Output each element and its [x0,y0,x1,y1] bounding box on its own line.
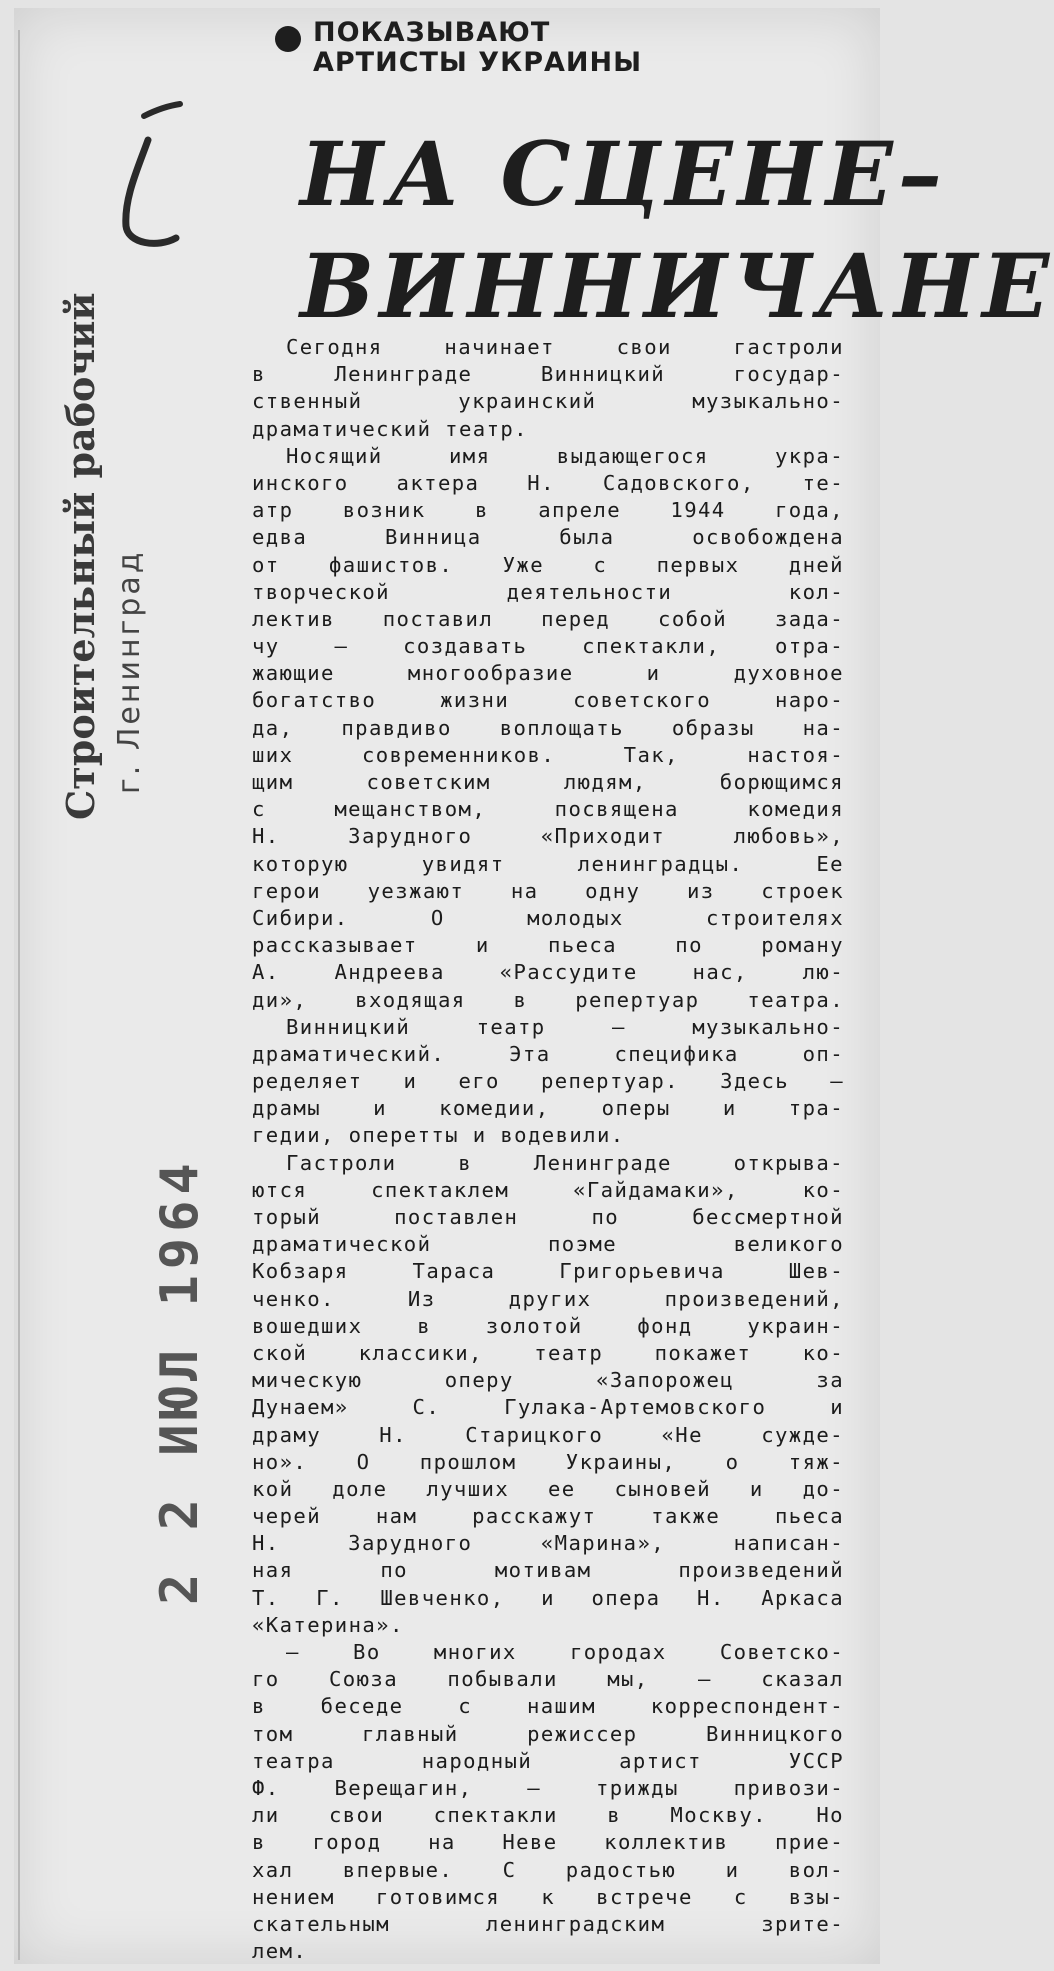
article-line: в город на Неве коллектив прие- [252,1830,844,1855]
article-line: «Катерина». [252,1612,404,1637]
article-line: А. Андреева «Рассудите нас, лю- [252,960,844,985]
article-line: драму Н. Старицкого «Не сужде- [252,1422,844,1447]
article-line: том главный режиссер Винницкого [252,1721,844,1746]
article-line: драмы и комедии, оперы и тра- [252,1096,844,1121]
article-line: в Ленинграде Винницкий государ- [252,362,844,387]
bullet-icon [275,26,301,52]
newspaper-name: Строительный рабочий [58,292,103,820]
article-line: чу — создавать спектакли, отра- [252,634,844,659]
article-line: ших современников. Так, настоя- [252,742,844,767]
article-line: с мещанством, посвящена комедия [252,797,844,822]
article-line: инского актера Н. Садовского, те- [252,470,844,495]
article-line: драматической поэме великого [252,1232,844,1257]
article-line: торый поставлен по бессмертной [252,1205,844,1229]
article-line: кой доле лучших ее сыновей и до- [252,1476,844,1501]
article-line: — Во многих городах Советско- [286,1640,844,1664]
article-line: Сегодня начинает свои гастроли [286,335,844,359]
article-line: Носящий имя выдающегося укра- [286,443,844,468]
article-line: Сибири. О молодых строителях [252,905,844,930]
article-line: мическую оперу «Запорожец за [252,1368,844,1393]
article-line: лем. [252,1939,308,1964]
article-line: ли свои спектакли в Москву. Но [252,1803,844,1828]
article-line: Кобзаря Тараса Григорьевича Шев- [252,1259,844,1284]
article-line: богатство жизни советского наро- [252,688,844,713]
article-line: го Союза побывали мы, — сказал [252,1667,844,1692]
article-line: герои уезжают на одну из строек [252,878,844,903]
article-line: ются спектаклем «Гайдамаки», ко- [252,1177,844,1202]
article-line: Дунаем» С. Гулака-Артемовского и [252,1395,844,1420]
handwritten-number-5-mark [118,98,198,248]
article-line: ственный украинский музыкально- [252,389,844,414]
article-line: ди», входящая в репертуар театра. [252,987,844,1012]
article-line: но». О прошлом Украины, о тяж- [252,1449,844,1474]
article-line: едва Винница была освобождена [252,525,844,550]
article-line: Гастроли в Ленинграде открыва- [286,1150,844,1175]
city-name: г. Ленинград [112,549,147,794]
article-line: которую увидят ленинградцы. Ее [252,851,844,876]
article-line: жающие многообразие и духовное [252,661,844,686]
article-line: Ф. Верещагин, — трижды привози- [252,1775,844,1800]
headline [300,118,1054,342]
article-line: да, правдиво воплощать образы на- [252,715,844,740]
article-line: ченко. Из других произведений, [252,1286,844,1311]
article-line: нением готовимся к встрече с взы- [252,1884,844,1909]
article-line: драматический театр. [252,416,528,441]
article-line: рассказывает и пьеса по роману [252,933,844,958]
article-line: от фашистов. Уже с первых дней [252,552,844,577]
date-stamp: 2 2 ИЮЛ 1964 [150,1157,210,1605]
rubric [275,18,715,78]
article-line: в беседе с нашим корреспондент- [252,1694,844,1719]
article-line: драматический. Эта специфика оп- [252,1041,844,1066]
article-line: ределяет и его репертуар. Здесь — [252,1069,844,1094]
article-body [252,334,844,1965]
headline-line-2: ВИННИЧАНЕ [300,234,1054,338]
article-line: вошедших в золотой фонд украин- [252,1313,844,1338]
article-line: ской классики, театр покажет ко- [252,1340,844,1365]
article-line: черей нам расскажут также пьеса [252,1504,844,1529]
article-line: Т. Г. Шевченко, и опера Н. Аркаса [252,1585,844,1610]
headline-line-1: НА СЦЕНЕ– [300,122,947,226]
source-label [60,292,147,820]
article-line: атр возник в апреле 1944 года, [252,498,844,523]
article-line: скательным ленинградским зрите- [252,1911,844,1936]
article-line: Н. Зарудного «Приходит любовь», [252,824,844,849]
article-line: творческой деятельности кол- [252,579,844,604]
article-line: лектив поставил перед собой зада- [252,606,844,631]
article-line: театра народный артист УССР [252,1748,844,1773]
article-line: хал впервые. С радостью и вол- [252,1857,844,1882]
article-line: гедии, оперетты и водевили. [252,1123,625,1148]
article-line: ная по мотивам произведений [252,1558,844,1583]
article-line: щим советским людям, борющимся [252,770,844,794]
article-line: Н. Зарудного «Марина», написан- [252,1531,844,1556]
article-line: Винницкий театр — музыкально- [286,1014,844,1039]
rubric-line-2: АРТИСТЫ УКРАИНЫ [313,47,643,78]
rubric-line-1: ПОКАЗЫВАЮТ [313,17,551,48]
clipping-edge [18,30,20,1960]
